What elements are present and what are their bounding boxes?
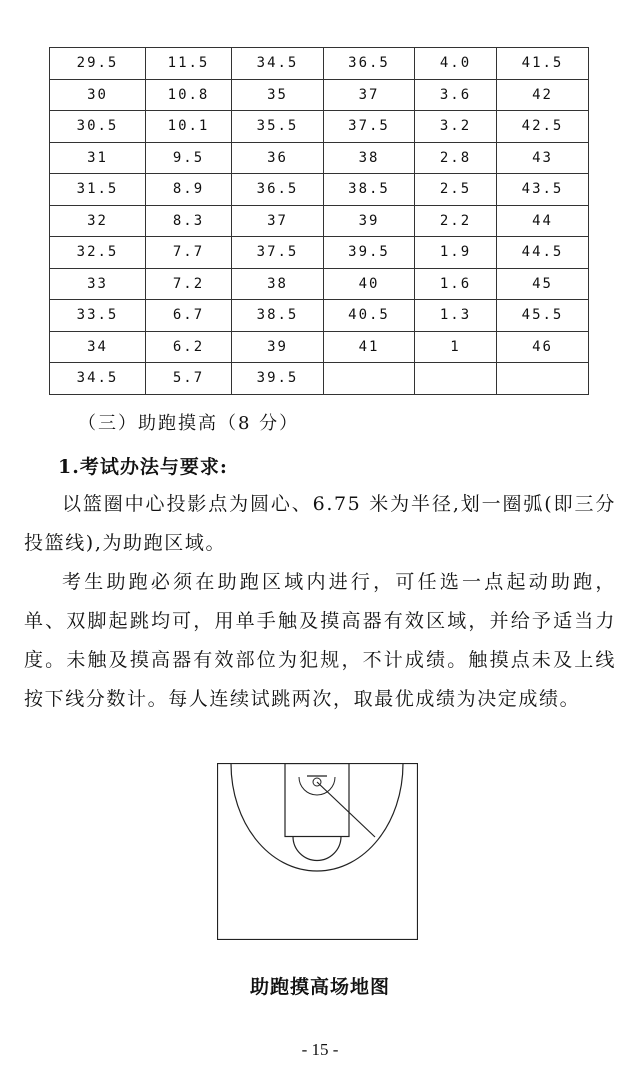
table-cell: 1.6 xyxy=(415,268,497,300)
table-cell: 34.5 xyxy=(232,48,324,80)
table-cell: 40 xyxy=(324,268,415,300)
table-cell: 2.2 xyxy=(415,205,497,237)
score-table-body xyxy=(50,48,589,395)
table-cell: 39.5 xyxy=(232,363,324,395)
table-row xyxy=(50,142,589,174)
section-subheading: （三）助跑摸高（8 分） xyxy=(78,413,300,434)
table-cell: 1 xyxy=(415,331,497,363)
free-throw-semicircle xyxy=(293,837,341,861)
table-row xyxy=(50,174,589,206)
table-cell: 10.1 xyxy=(146,111,232,143)
table-cell: 45 xyxy=(497,268,589,300)
score-table xyxy=(49,47,589,395)
table-cell: 39.5 xyxy=(324,237,415,269)
table-cell: 42.5 xyxy=(497,111,589,143)
table-cell: 1.9 xyxy=(415,237,497,269)
table-row xyxy=(50,205,589,237)
table-cell: 44.5 xyxy=(497,237,589,269)
table-cell: 2.8 xyxy=(415,142,497,174)
table-cell: 35.5 xyxy=(232,111,324,143)
table-cell: 35 xyxy=(232,79,324,111)
table-cell: 34 xyxy=(50,331,146,363)
table-cell xyxy=(497,363,589,395)
table-cell: 44 xyxy=(497,205,589,237)
table-cell: 1.3 xyxy=(415,300,497,332)
table-row xyxy=(50,331,589,363)
table-cell: 36.5 xyxy=(232,174,324,206)
table-cell: 32.5 xyxy=(50,237,146,269)
table-cell: 41 xyxy=(324,331,415,363)
table-cell: 8.3 xyxy=(146,205,232,237)
table-cell: 3.2 xyxy=(415,111,497,143)
table-cell: 31.5 xyxy=(50,174,146,206)
table-cell: 11.5 xyxy=(146,48,232,80)
table-cell: 45.5 xyxy=(497,300,589,332)
table-row xyxy=(50,237,589,269)
table-row xyxy=(50,268,589,300)
table-cell xyxy=(324,363,415,395)
figure-caption: 助跑摸高场地图 xyxy=(249,976,390,998)
table-cell xyxy=(415,363,497,395)
table-cell: 37 xyxy=(324,79,415,111)
table-cell: 30.5 xyxy=(50,111,146,143)
table-cell: 36 xyxy=(232,142,324,174)
table-row xyxy=(50,300,589,332)
table-cell: 38.5 xyxy=(232,300,324,332)
table-cell: 7.2 xyxy=(146,268,232,300)
three-point-arc xyxy=(231,764,403,872)
table-cell: 4.0 xyxy=(415,48,497,80)
table-cell: 42 xyxy=(497,79,589,111)
table-row xyxy=(50,48,589,80)
table-row xyxy=(50,79,589,111)
table-row xyxy=(50,363,589,395)
table-cell: 37.5 xyxy=(232,237,324,269)
table-cell: 6.2 xyxy=(146,331,232,363)
table-cell: 6.7 xyxy=(146,300,232,332)
table-cell: 38 xyxy=(232,268,324,300)
table-cell: 36.5 xyxy=(324,48,415,80)
paragraph-rules: 考生助跑必须在助跑区域内进行，可任选一点起动助跑，单、双脚起跳均可，用单手触及摸高器有效区域，并给予适当力度。未触及摸高器有效部位为犯规，不计成绩。触摸点未及上线按下线分数计。每人连续试跳两次，取最优成绩为决定成绩。 xyxy=(24,571,616,710)
table-cell: 34.5 xyxy=(50,363,146,395)
table-cell: 33 xyxy=(50,268,146,300)
table-row xyxy=(50,111,589,143)
table-cell: 33.5 xyxy=(50,300,146,332)
table-cell: 37 xyxy=(232,205,324,237)
table-cell: 37.5 xyxy=(324,111,415,143)
table-cell: 39 xyxy=(324,205,415,237)
table-cell: 9.5 xyxy=(146,142,232,174)
table-cell: 43.5 xyxy=(497,174,589,206)
court-diagram xyxy=(217,763,418,940)
table-cell: 2.5 xyxy=(415,174,497,206)
table-cell: 30 xyxy=(50,79,146,111)
table-cell: 32 xyxy=(50,205,146,237)
table-cell: 8.9 xyxy=(146,174,232,206)
court-boundary xyxy=(218,764,418,940)
section-heading: 1.考试办法与要求: xyxy=(58,456,228,478)
table-cell: 3.6 xyxy=(415,79,497,111)
table-cell: 38 xyxy=(324,142,415,174)
radius-line xyxy=(317,782,375,837)
table-cell: 38.5 xyxy=(324,174,415,206)
page-number: - 15 - xyxy=(301,1040,339,1059)
table-cell: 7.7 xyxy=(146,237,232,269)
paragraph-run-up-area: 以篮圈中心投影点为圆心、6.75 米为半径,划一圈弧(即三分投篮线),为助跑区域。 xyxy=(24,493,616,554)
free-throw-lane xyxy=(285,764,349,837)
table-cell: 46 xyxy=(497,331,589,363)
table-cell: 5.7 xyxy=(146,363,232,395)
table-cell: 39 xyxy=(232,331,324,363)
table-cell: 41.5 xyxy=(497,48,589,80)
table-cell: 10.8 xyxy=(146,79,232,111)
table-cell: 43 xyxy=(497,142,589,174)
table-cell: 29.5 xyxy=(50,48,146,80)
table-cell: 31 xyxy=(50,142,146,174)
table-cell: 40.5 xyxy=(324,300,415,332)
